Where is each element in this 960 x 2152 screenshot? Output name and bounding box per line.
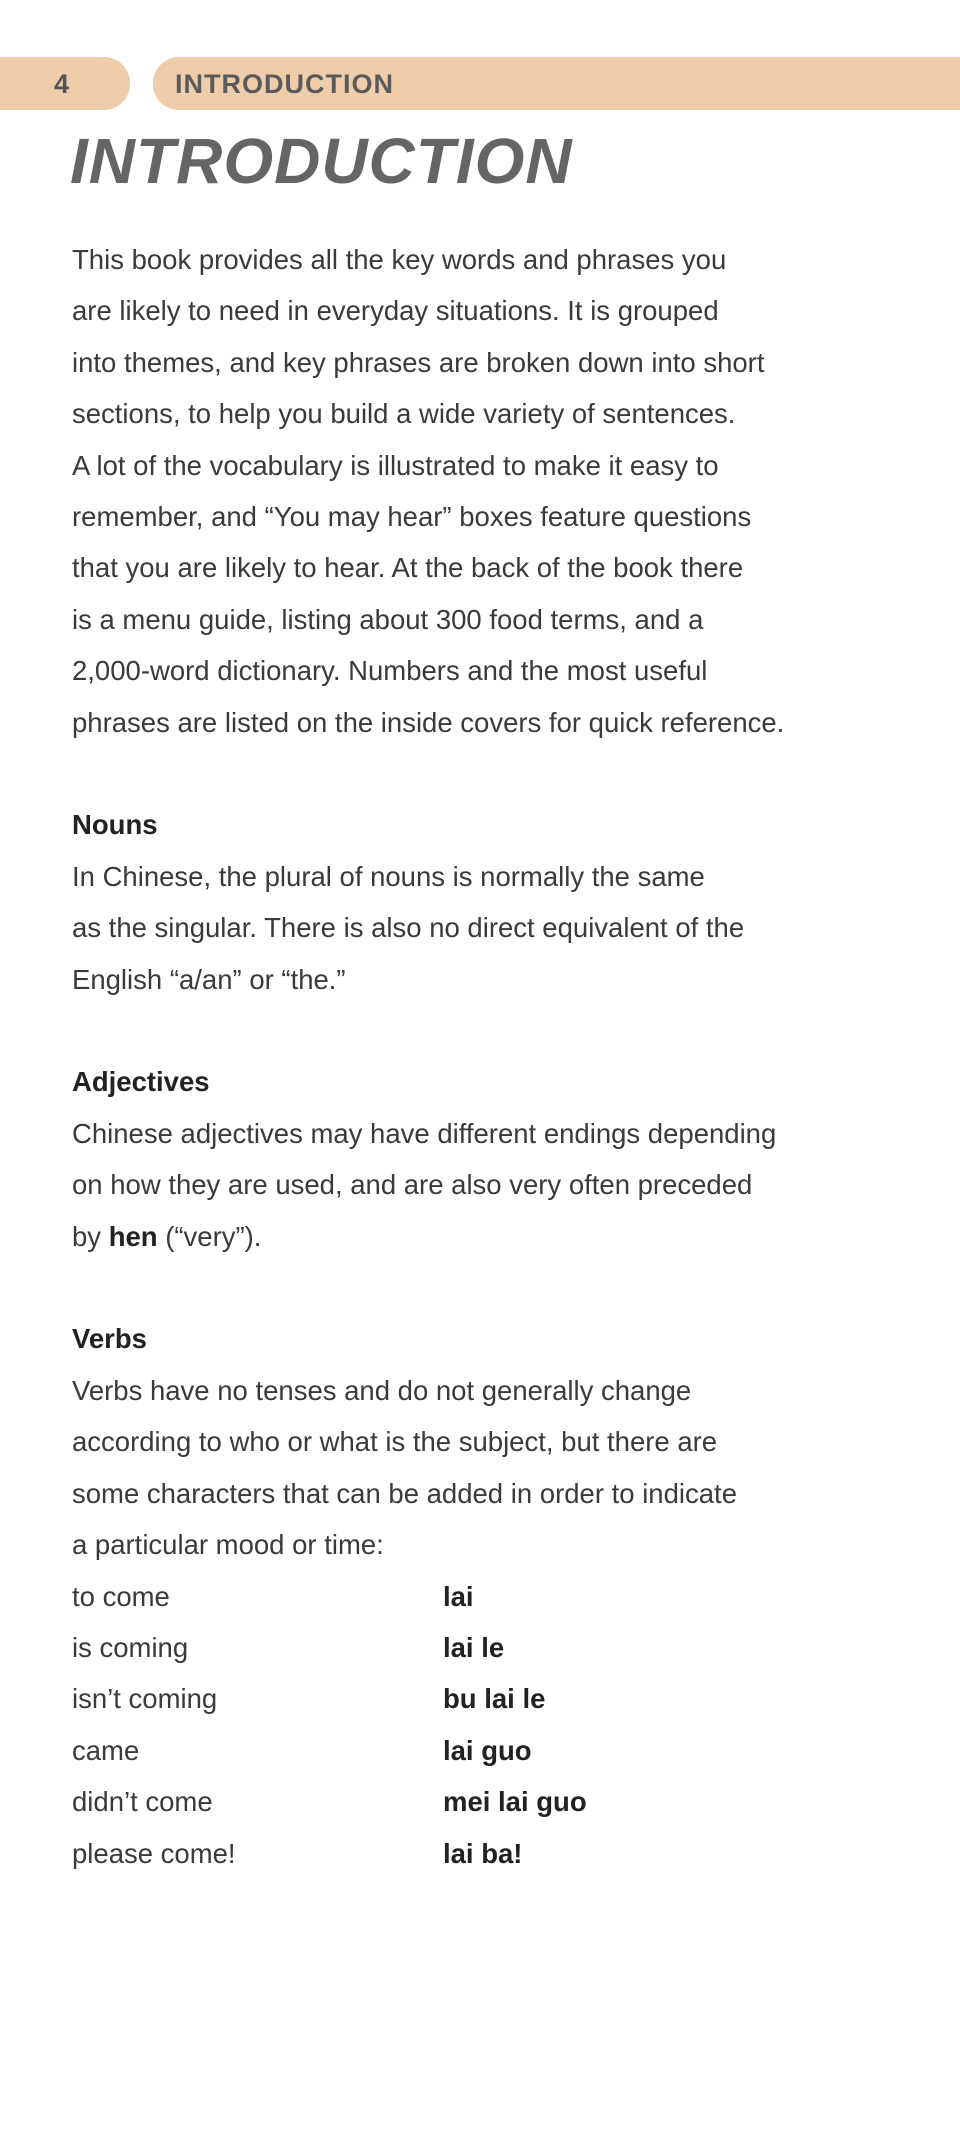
- english-form: please come!: [72, 1837, 236, 1869]
- nouns-heading: Nouns: [72, 809, 158, 841]
- verb-row: [72, 1673, 952, 1724]
- adjectives-heading: Adjectives: [72, 1066, 210, 1098]
- text-suffix: (“very”).: [157, 1220, 262, 1252]
- intro-paragraph: [72, 234, 952, 748]
- chinese-form: lai: [443, 1580, 474, 1612]
- page-body: [72, 234, 952, 1879]
- verb-row: [72, 1776, 952, 1827]
- verbs-section: [72, 1313, 952, 1878]
- text-line: English “a/an” or “the.”: [72, 963, 346, 995]
- text-line: that you are likely to hear. At the back of the book there: [72, 552, 744, 584]
- text-line: Verbs have no tenses and do not generally change: [72, 1374, 692, 1406]
- text-line: phrases are listed on the inside covers for quick reference.: [72, 706, 785, 738]
- page-title: INTRODUCTION: [70, 125, 573, 197]
- english-form: didn’t come: [72, 1786, 213, 1818]
- chinese-form: lai ba!: [443, 1837, 523, 1869]
- text-line: some characters that can be added in order to indicate: [72, 1477, 737, 1509]
- text-line: on how they are used, and are also very often preceded: [72, 1169, 753, 1201]
- english-form: to come: [72, 1580, 170, 1612]
- page-number-tab: [0, 57, 130, 110]
- section-header-band: [153, 57, 960, 110]
- verb-table: [72, 1571, 952, 1879]
- verbs-heading: Verbs: [72, 1323, 147, 1355]
- verb-row: [72, 1571, 952, 1622]
- verb-row: [72, 1622, 952, 1673]
- chinese-form: mei lai guo: [443, 1786, 587, 1818]
- page-number: 4: [54, 69, 70, 99]
- text-line: is a menu guide, listing about 300 food terms, and a: [72, 603, 704, 635]
- text-line: Chinese adjectives may have different endings depending: [72, 1117, 777, 1149]
- section-label: INTRODUCTION: [175, 69, 394, 99]
- text-line: remember, and “You may hear” boxes feature questions: [72, 501, 752, 533]
- english-form: isn’t coming: [72, 1683, 218, 1715]
- nouns-section: [72, 799, 952, 1005]
- text-line: This book provides all the key words and phrases you: [72, 244, 727, 275]
- verb-row: [72, 1725, 952, 1776]
- text-line: sections, to help you build a wide variety of sentences.: [72, 398, 736, 430]
- text-prefix: by: [72, 1220, 109, 1252]
- text-line: according to who or what is the subject, but there are: [72, 1426, 718, 1458]
- text-line: are likely to need in everyday situations. It is grouped: [72, 295, 719, 327]
- chinese-form: lai guo: [443, 1734, 532, 1766]
- text-line: into themes, and key phrases are broken down into short: [72, 346, 765, 378]
- text-line: [72, 1211, 952, 1262]
- english-form: came: [72, 1734, 140, 1766]
- verb-row: [72, 1828, 952, 1879]
- chinese-form: lai le: [443, 1631, 505, 1663]
- text-line: as the singular. There is also no direct equivalent of the: [72, 912, 745, 944]
- english-form: is coming: [72, 1631, 189, 1663]
- text-line: In Chinese, the plural of nouns is normally the same: [72, 860, 705, 892]
- chinese-term: hen: [108, 1220, 158, 1252]
- text-line: a particular mood or time:: [72, 1529, 384, 1561]
- text-line: A lot of the vocabulary is illustrated to make it easy to: [72, 449, 719, 481]
- adjectives-section: [72, 1056, 952, 1262]
- text-line: 2,000-word dictionary. Numbers and the most useful: [72, 655, 708, 687]
- chinese-form: bu lai le: [443, 1683, 546, 1715]
